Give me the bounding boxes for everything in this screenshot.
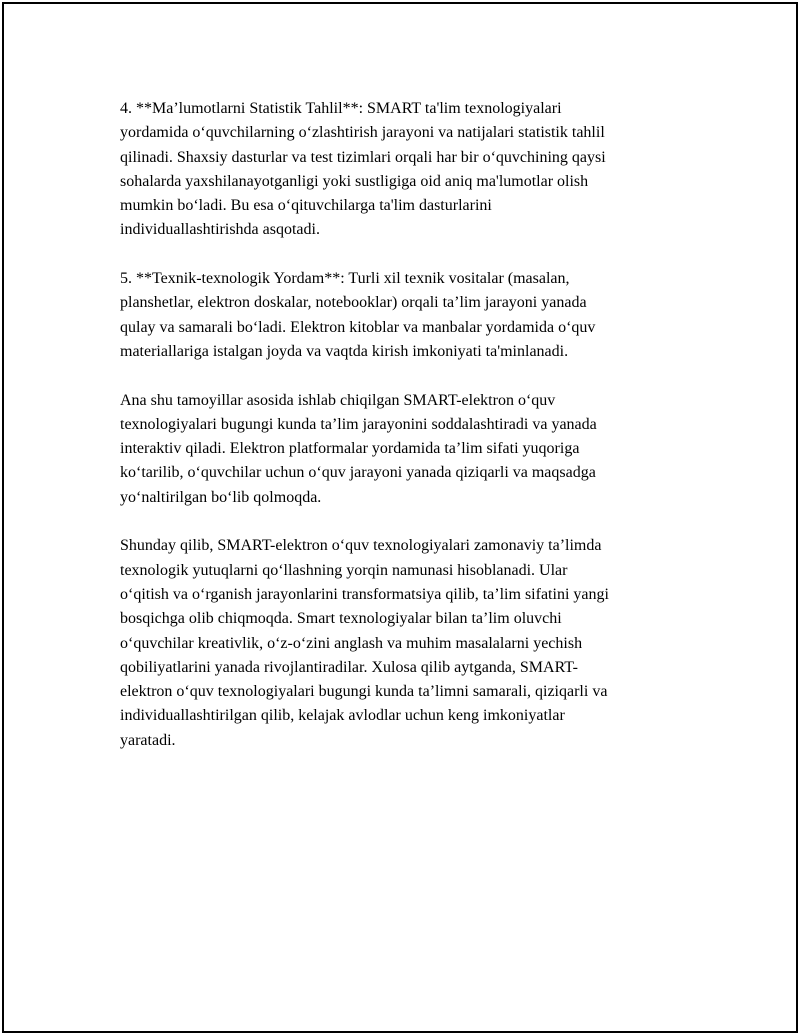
- text-line: individuallashtirilgan qilib, kelajak avlodlar uchun keng imkoniyatlar: [120, 707, 565, 725]
- text-line: individuallashtirishda asqotadi.: [120, 221, 320, 239]
- text-line: interaktiv qiladi. Elektron platformalar yordamida ta’lim sifati yuqoriga: [120, 440, 580, 458]
- text-line: mumkin bo‘ladi. Bu esa o‘qituvchilarga ta'lim dasturlarini: [120, 197, 492, 215]
- text-line: qobiliyatlarini yanada rivojlantiradilar. Xulosa qilib aytganda, SMART-: [120, 658, 578, 676]
- text-line: texnologik yutuqlarni qo‘llashning yorqin namunasi hisoblanadi. Ular: [120, 561, 568, 579]
- paragraph-technical-support: [120, 267, 690, 364]
- text-line: 4. **Ma’lumotlarni Statistik Tahlil**: SMART ta'lim texnologiyalari: [120, 100, 562, 117]
- text-line: Shunday qilib, SMART-elektron o‘quv texnologiyalari zamonaviy ta’limda: [120, 537, 602, 555]
- text-line: materiallariga istalgan joyda va vaqtda kirish imkoniyati ta'minlanadi.: [120, 342, 569, 360]
- text-line: sohalarda yaxshilanayotganligi yoki sustligiga oid aniq ma'lumotlar olish: [120, 172, 589, 190]
- text-line: texnologiyalari bugungi kunda ta’lim jarayonini soddalashtiradi va yanada: [120, 415, 597, 433]
- paragraph-conclusion: [120, 534, 690, 753]
- text-line: yordamida o‘quvchilarning o‘zlashtirish jarayoni va natijalari statistik tahlil: [120, 124, 605, 142]
- text-line: bosqichga olib chiqmoqda. Smart texnologiyalar bilan ta’lim oluvchi: [120, 610, 562, 628]
- text-line: o‘quvchilar kreativlik, o‘z-o‘zini anglash va muhim masalalarni yechish: [120, 634, 583, 652]
- document-body: [120, 97, 690, 777]
- text-line: qulay va samarali bo‘ladi. Elektron kitoblar va manbalar yordamida o‘quv: [120, 318, 596, 336]
- document-page: [2, 2, 798, 1033]
- text-line: 5. **Texnik-texnologik Yordam**: Turli xil texnik vositalar (masalan,: [120, 270, 570, 288]
- paragraph-statistical-analysis: [120, 97, 690, 243]
- text-line: planshetlar, elektron doskalar, notebooklar) orqali ta’lim jarayoni yanada: [120, 294, 587, 312]
- text-line: yo‘naltirilgan bo‘lib qolmoqda.: [120, 488, 322, 506]
- text-line: elektron o‘quv texnologiyalari bugungi kunda ta’limni samarali, qiziqarli va: [120, 683, 608, 701]
- text-line: ko‘tarilib, o‘quvchilar uchun o‘quv jarayoni yanada qiziqarli va maqsadga: [120, 464, 596, 482]
- paragraph-principles: [120, 389, 690, 510]
- text-line: o‘qitish va o‘rganish jarayonlarini transformatsiya qilib, ta’lim sifatini yangi: [120, 585, 609, 603]
- text-line: Ana shu tamoyillar asosida ishlab chiqilgan SMART-elektron o‘quv: [120, 391, 556, 409]
- text-line: yaratadi.: [120, 731, 176, 749]
- text-line: qilinadi. Shaxsiy dasturlar va test tizimlari orqali har bir o‘quvchining qaysi: [120, 148, 606, 166]
